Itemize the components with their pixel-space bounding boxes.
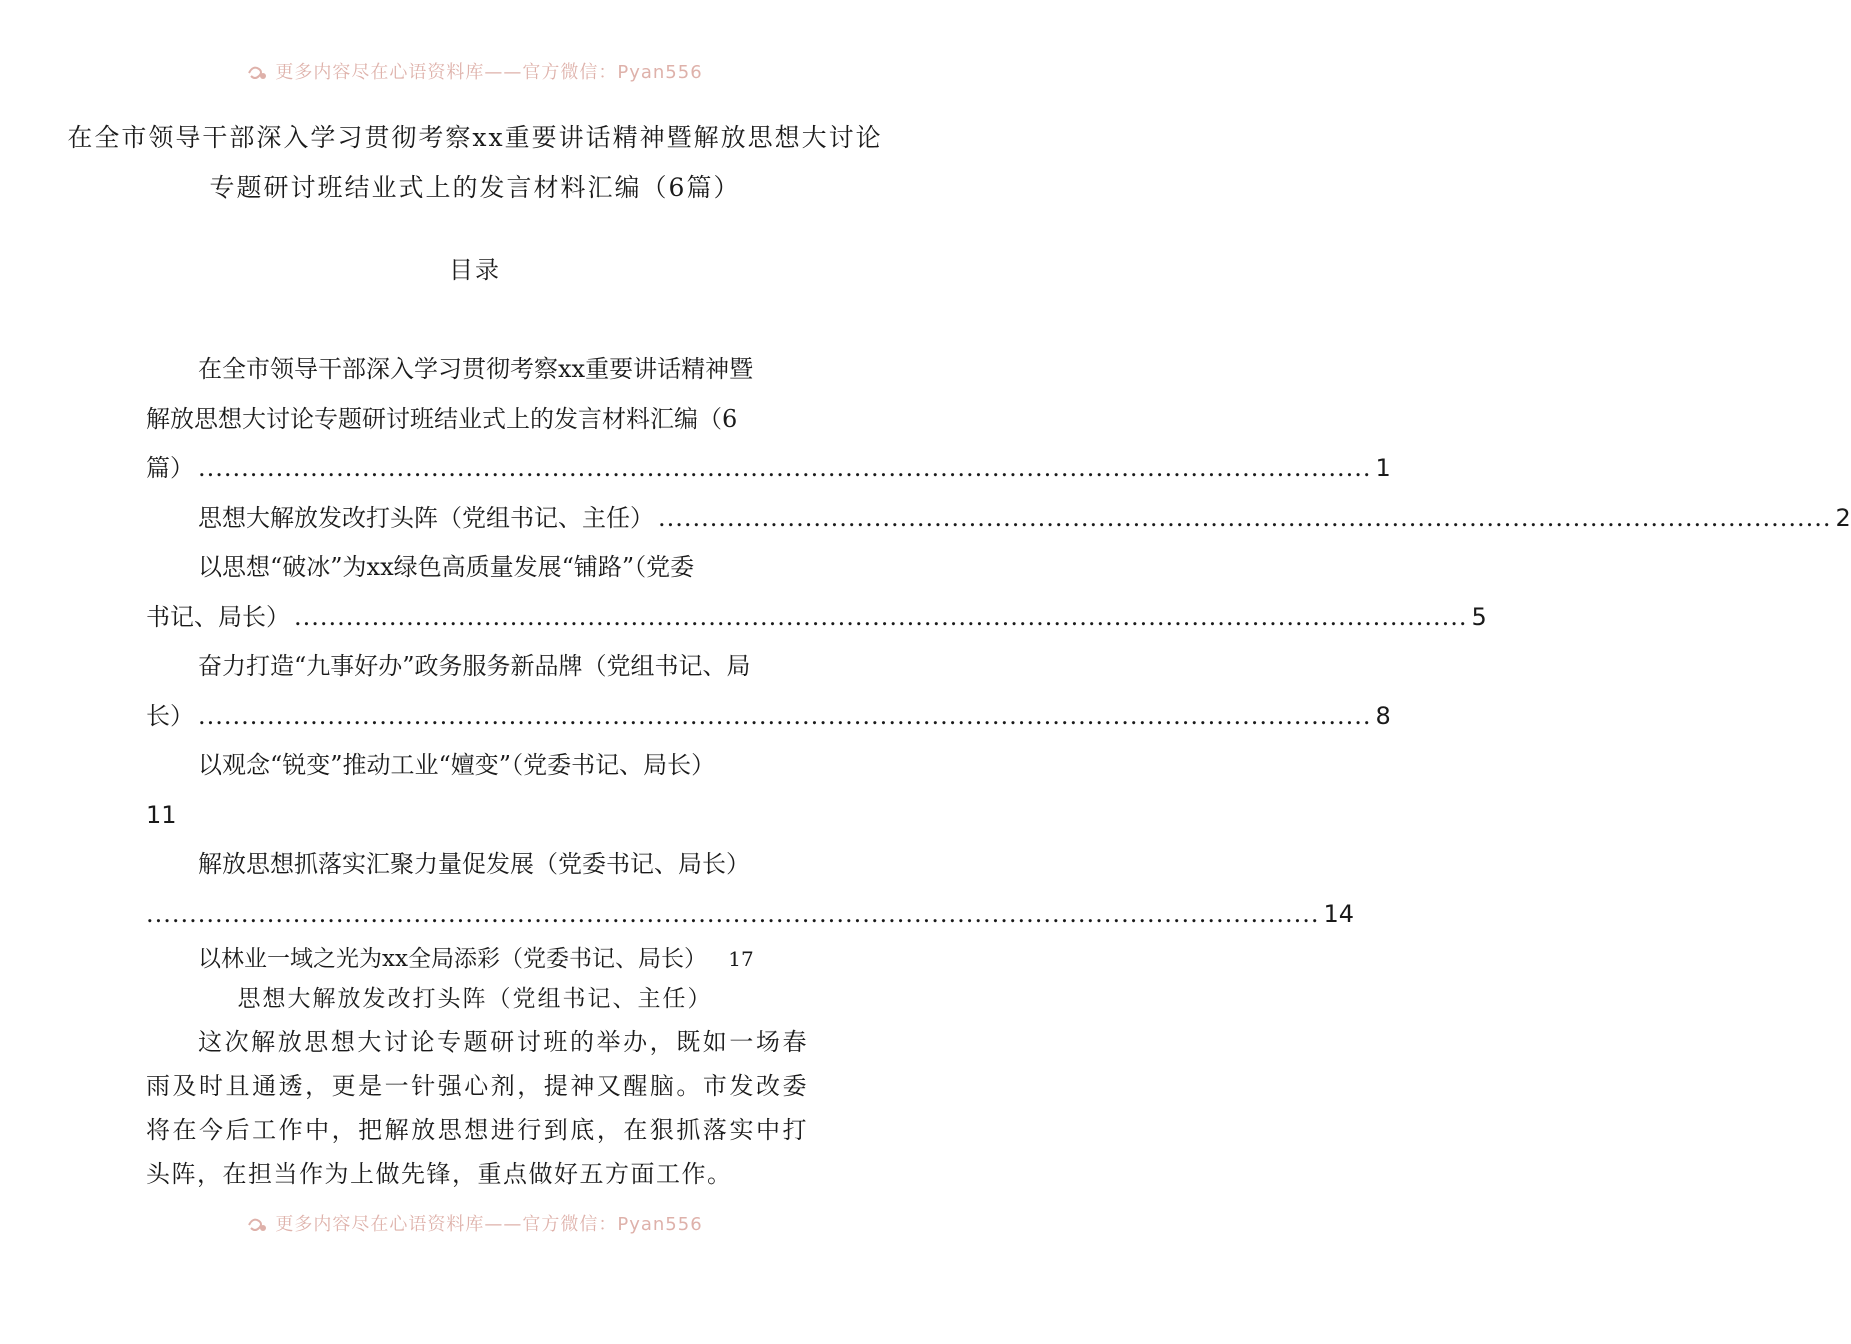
watermark-top	[0, 58, 950, 84]
toc-entry-4-line-2[interactable]	[146, 692, 1391, 742]
toc-leader-dots: ........................................................................................................................................	[146, 899, 1320, 928]
toc-page-number: 8	[1375, 701, 1391, 730]
toc-entry-3-text: 书记、局长）	[146, 602, 290, 631]
section-title: 思想大解放发改打头阵（党组书记、主任）	[237, 986, 713, 1012]
watermark-bottom	[0, 1210, 950, 1236]
toc-entry-2-text: 思想大解放发改打头阵（党组书记、主任）	[198, 503, 654, 532]
toc-heading: 目录	[449, 256, 501, 284]
toc-page-number: 5	[1471, 602, 1487, 631]
toc-entry-2[interactable]	[146, 494, 1851, 544]
watermark-text: 更多内容尽在心语资料库——官方微信：Pyan556	[275, 62, 703, 83]
toc-page-number: 17	[728, 947, 754, 971]
toc-entry-7[interactable]	[146, 939, 806, 979]
toc-page-number: 14	[1323, 899, 1355, 928]
toc-entry-5-page[interactable]	[146, 791, 806, 841]
watermark-logo-icon	[247, 1216, 269, 1234]
toc-leader-dots: ........................................................................................................................................	[198, 454, 1372, 482]
toc-entry-6-line-2[interactable]	[146, 890, 1355, 940]
body-paragraph: 这次解放思想大讨论专题研讨班的举办，既如一场春雨及时且通透，更是一针强心剂，提神又醒脑。市发改委将在今后工作中，把解放思想进行到底，在狠抓落实中打头阵，在担当作为上做先锋，重点做好五方面工作。	[146, 1028, 808, 1188]
watermark-text: 更多内容尽在心语资料库——官方微信：Pyan556	[275, 1214, 703, 1235]
toc-page-number: 2	[1835, 503, 1851, 532]
watermark-logo-icon	[247, 64, 269, 82]
toc-leader-dots: ........................................................................................................................................	[198, 701, 1372, 730]
toc-entry-7-text: 以林业一域之光为xx全局添彩（党委书记、局长）	[198, 946, 707, 972]
toc-entry-1-text: 篇）	[146, 454, 194, 482]
toc-leader-dots: ........................................................................................................................................	[294, 602, 1468, 631]
toc-entry-6-line-1[interactable]: 解放思想抓落实汇聚力量促发展（党委书记、局长）	[198, 850, 750, 878]
document-title: 在全市领导干部深入学习贯彻考察xx重要讲话精神暨解放思想大讨论专题研讨班结业式上的发言材料汇编（6篇）	[67, 123, 883, 202]
toc-entry-1-line-3[interactable]	[146, 444, 1391, 494]
table-of-contents	[146, 345, 1851, 979]
toc-entry-3-line-1[interactable]: 以思想“破冰”为xx绿色高质量发展“铺路”（党委	[198, 553, 695, 581]
toc-entry-1-line-1[interactable]: 在全市领导干部深入学习贯彻考察xx重要讲话精神暨	[198, 355, 754, 383]
toc-page-number: 11	[146, 800, 177, 829]
toc-entry-4-line-1[interactable]: 奋力打造“九事好办”政务服务新品牌（党组书记、局	[198, 652, 751, 680]
toc-entry-1-line-2[interactable]: 解放思想大讨论专题研讨班结业式上的发言材料汇编（6	[146, 404, 738, 433]
toc-leader-dots: ........................................................................................................................................	[658, 503, 1832, 532]
toc-entry-5-line-1[interactable]: 以观念“锐变”推动工业“嬗变”（党委书记、局长）	[198, 751, 716, 779]
toc-page-number: 1	[1375, 454, 1391, 482]
toc-entry-4-text: 长）	[146, 701, 194, 730]
toc-entry-3-line-2[interactable]	[146, 593, 1487, 643]
